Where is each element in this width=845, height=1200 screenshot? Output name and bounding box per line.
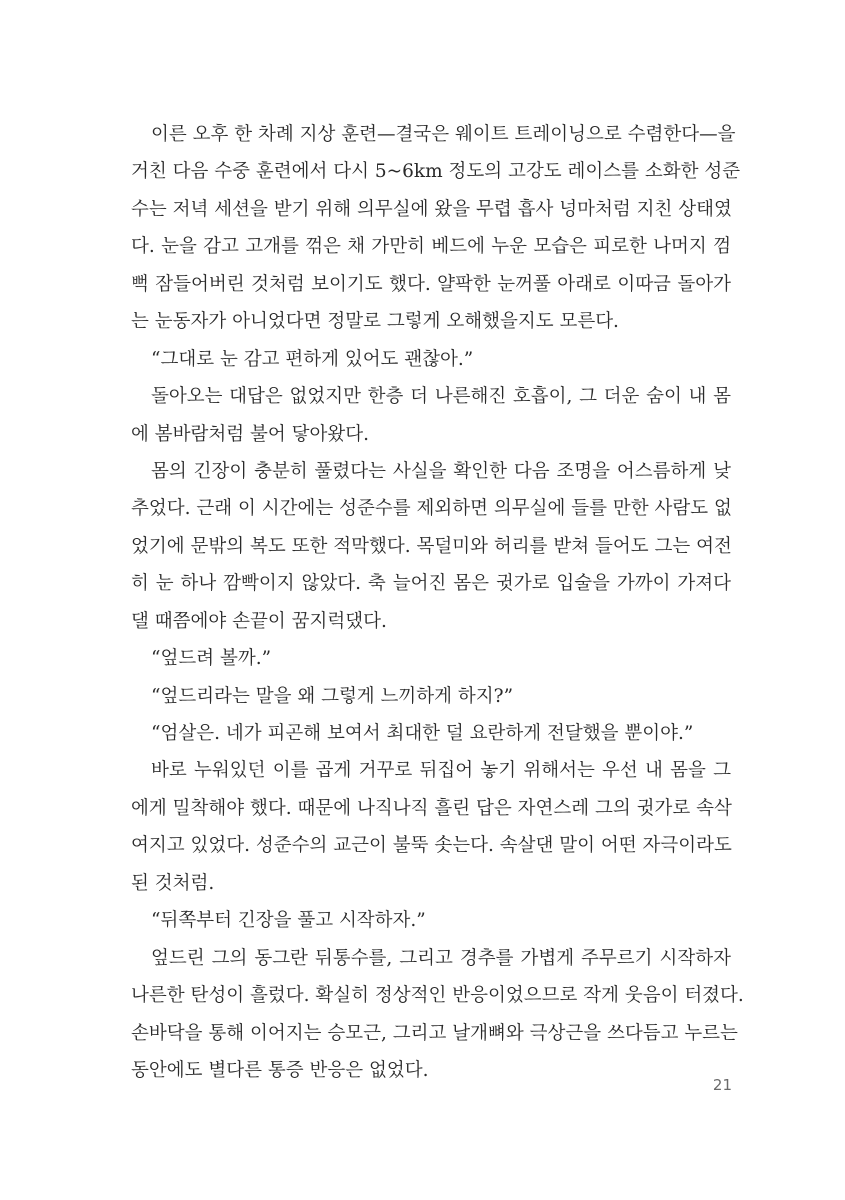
text-line: 몸의 긴장이 충분히 풀렸다는 사실을 확인한 다음 조명을 어스름하게 낮 — [151, 461, 731, 482]
text-line: 수는 저녁 세션을 받기 위해 의무실에 왔을 무렵 흡사 넝마처럼 지친 상태였 — [131, 199, 732, 220]
dialogue-line: “엎드려 볼까.” — [151, 648, 272, 669]
text-line: 바로 누워있던 이를 곱게 거꾸로 뒤집어 놓기 위해서는 우선 내 몸을 그 — [151, 760, 731, 781]
text-line: 엎드린 그의 동그란 뒤통수를, 그리고 경추를 가볍게 주무르기 시작하자 — [151, 948, 731, 969]
text-line: 는 눈동자가 아니었다면 정말로 그렇게 오해했을지도 모른다. — [131, 311, 619, 332]
text-line: 댈 때쯤에야 손끝이 꿈지럭댔다. — [131, 611, 387, 632]
text-line: 었기에 문밖의 복도 또한 적막했다. 목덜미와 허리를 받쳐 들어도 그는 여전 — [131, 536, 732, 557]
text-line: 거친 다음 수중 훈련에서 다시 5~6km 정도의 고강도 레이스를 소화한 성준 — [131, 161, 741, 182]
text-line: 뻑 잠들어버린 것처럼 보이기도 했다. 얄팍한 눈꺼풀 아래로 이따금 돌아가 — [131, 274, 731, 295]
text-line: 에 봄바람처럼 불어 닿아왔다. — [131, 424, 369, 445]
text-line: 손바닥을 통해 이어지는 승모근, 그리고 날개뼈와 극상근을 쓰다듬고 누르는 — [131, 1023, 738, 1044]
page-number: 21 — [712, 1076, 732, 1094]
text-line: 동안에도 별다른 통증 반응은 없었다. — [131, 1060, 429, 1081]
text-line: 추었다. 근래 이 시간에는 성준수를 제외하면 의무실에 들를 만한 사람도 없 — [131, 498, 732, 519]
text-line: 나른한 탄성이 흘렀다. 확실히 정상적인 반응이었으므로 작게 웃음이 터졌다. — [131, 985, 744, 1006]
text-line: 다. 눈을 감고 고개를 꺾은 채 가만히 베드에 누운 모습은 피로한 나머지 껌 — [131, 236, 731, 257]
text-line: 돌아오는 대답은 없었지만 한층 더 나른해진 호흡이, 그 더운 숨이 내 몸 — [151, 386, 731, 407]
text-line: 여지고 있었다. 성준수의 교근이 불뚝 솟는다. 속살댄 말이 어떤 자극이라도 — [131, 835, 732, 856]
text-line: 이른 오후 한 차례 지상 훈련—결국은 웨이트 트레이닝으로 수렴한다—을 — [151, 124, 736, 145]
dialogue-line: “엎드리라는 말을 왜 그렇게 느끼하게 하지?” — [151, 686, 514, 707]
dialogue-line: “뒤쪽부터 긴장을 풀고 시작하자.” — [151, 910, 426, 931]
dialogue-line: “그대로 눈 감고 편하게 있어도 괜찮아.” — [151, 349, 474, 370]
text-line: 히 눈 하나 깜빡이지 않았다. 축 늘어진 몸은 귓가로 입술을 가까이 가져다 — [131, 573, 731, 594]
text-line: 에게 밀착해야 했다. 때문에 나직나직 흘린 답은 자연스레 그의 귓가로 속삭 — [131, 798, 732, 819]
text-line: 된 것처럼. — [131, 873, 215, 894]
dialogue-line: “엄살은. 네가 피곤해 보여서 최대한 덜 요란하게 전달했을 뿐이야.” — [151, 723, 694, 744]
